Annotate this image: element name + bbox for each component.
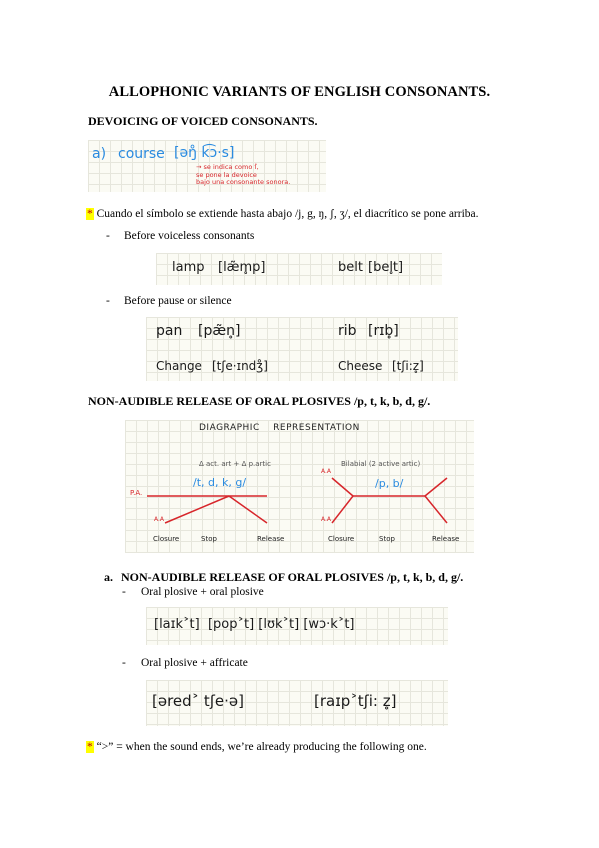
note-line: → se indica como ẛ, — [196, 163, 259, 171]
aa-label-right-bottom: A.A — [321, 516, 332, 523]
bullet-dash: - — [122, 586, 126, 598]
left-phones: /t, d, k, g/ — [193, 476, 247, 489]
note-line: se pone la devoice — [196, 170, 257, 179]
bullet-dash: - — [106, 230, 110, 242]
label-closure: Closure — [328, 535, 355, 543]
handwritten-image-lamp-belt — [156, 253, 442, 285]
section-heading-devoicing: DEVOICING OF VOICED CONSONANTS. — [88, 114, 318, 128]
ipa-pan: [pæ̃n̥] — [198, 323, 241, 339]
label-release: Release — [257, 535, 285, 543]
word-cheese: Cheese — [338, 359, 383, 373]
aa-label-left: A.A — [154, 516, 165, 523]
handwritten-image-course — [88, 140, 326, 192]
note-release-symbol — [86, 741, 427, 753]
bullet-dash: - — [122, 657, 126, 669]
bullet-plosive-plosive: Oral plosive + oral plosive — [141, 586, 264, 598]
ipa-course: [ǝŋ̊ k͡ɔ·s] — [174, 145, 235, 161]
diagram-representation — [125, 420, 474, 553]
item-label: a) — [92, 146, 107, 162]
diagram-title: DIAGRAPHIC REPRESENTATION — [199, 423, 360, 433]
subheading-marker: a. — [104, 570, 113, 584]
articulator-lines — [125, 420, 474, 553]
note-star: * — [87, 741, 93, 753]
bullet-pause: Before pause or silence — [124, 295, 232, 307]
handwritten-image-plosive-affricate — [146, 680, 448, 726]
label-stop: Stop — [379, 535, 395, 543]
annotation-notes — [196, 164, 290, 187]
handwritten-image-pan-rib — [146, 317, 458, 381]
subheading-non-audible: NON-AUDIBLE RELEASE OF ORAL PLOSIVES /p, t, k, b, d, g/. — [121, 570, 464, 584]
ipa-ripe-cheese: [raɪp˃tʃi: z̥] — [314, 692, 397, 710]
word-course: course — [118, 146, 165, 162]
ipa-belt: [bel̥t] — [368, 260, 404, 275]
label-stop: Stop — [201, 535, 217, 543]
page-title: ALLOPHONIC VARIANTS OF ENGLISH CONSONANTS. — [108, 84, 491, 100]
bullet-voiceless: Before voiceless consonants — [124, 230, 255, 242]
note-star: * — [87, 208, 93, 220]
section-heading-non-audible: NON-AUDIBLE RELEASE OF ORAL PLOSIVES /p, t, k, b, d, g/. — [88, 394, 431, 408]
label-release: Release — [432, 535, 460, 543]
note-text: “>” = when the sound ends, we’re already producing the following one. — [96, 741, 427, 753]
word-lamp: lamp — [172, 260, 205, 275]
aa-label-right-top: A.A — [321, 468, 332, 475]
right-phones: /p, b/ — [375, 477, 404, 490]
pa-label-left: P.A. — [130, 489, 143, 497]
label-closure: Closure — [153, 535, 180, 543]
note-diacritic — [86, 208, 556, 220]
ipa-lamp: [læ̃m̥p] — [218, 260, 266, 275]
ipa-cheese: [tʃi:z̥] — [392, 359, 424, 373]
bullet-plosive-affricate: Oral plosive + affricate — [141, 657, 248, 669]
ipa-rib: [rɪb̥] — [368, 323, 399, 339]
word-pan: pan — [156, 323, 183, 339]
ipa-already: [ǝred˃ tʃe·ǝ] — [152, 692, 244, 710]
right-caption: Bilabial (2 active artic) — [341, 460, 421, 468]
word-rib: rib — [338, 323, 357, 339]
handwritten-image-plosive-plosive — [146, 607, 448, 645]
left-caption: Δ act. art + Δ p.artic — [199, 460, 271, 468]
ipa-change: [tʃe·ɪndʒ̊] — [212, 359, 268, 373]
bullet-dash: - — [106, 295, 110, 307]
note-text: Cuando el símbolo se extiende hasta abajo /j, g, ŋ, ʃ, ʒ/, el diacrítico se pone arriba. — [96, 208, 479, 220]
ipa-plosive-plosive: [laɪk˃t] [pop˃t] [lʊk˃t] [wɔ·k˃t] — [154, 617, 355, 632]
word-change: Change — [156, 359, 202, 373]
word-belt: belt — [338, 260, 363, 275]
note-line: bajo una consonante sonora. — [196, 178, 291, 186]
